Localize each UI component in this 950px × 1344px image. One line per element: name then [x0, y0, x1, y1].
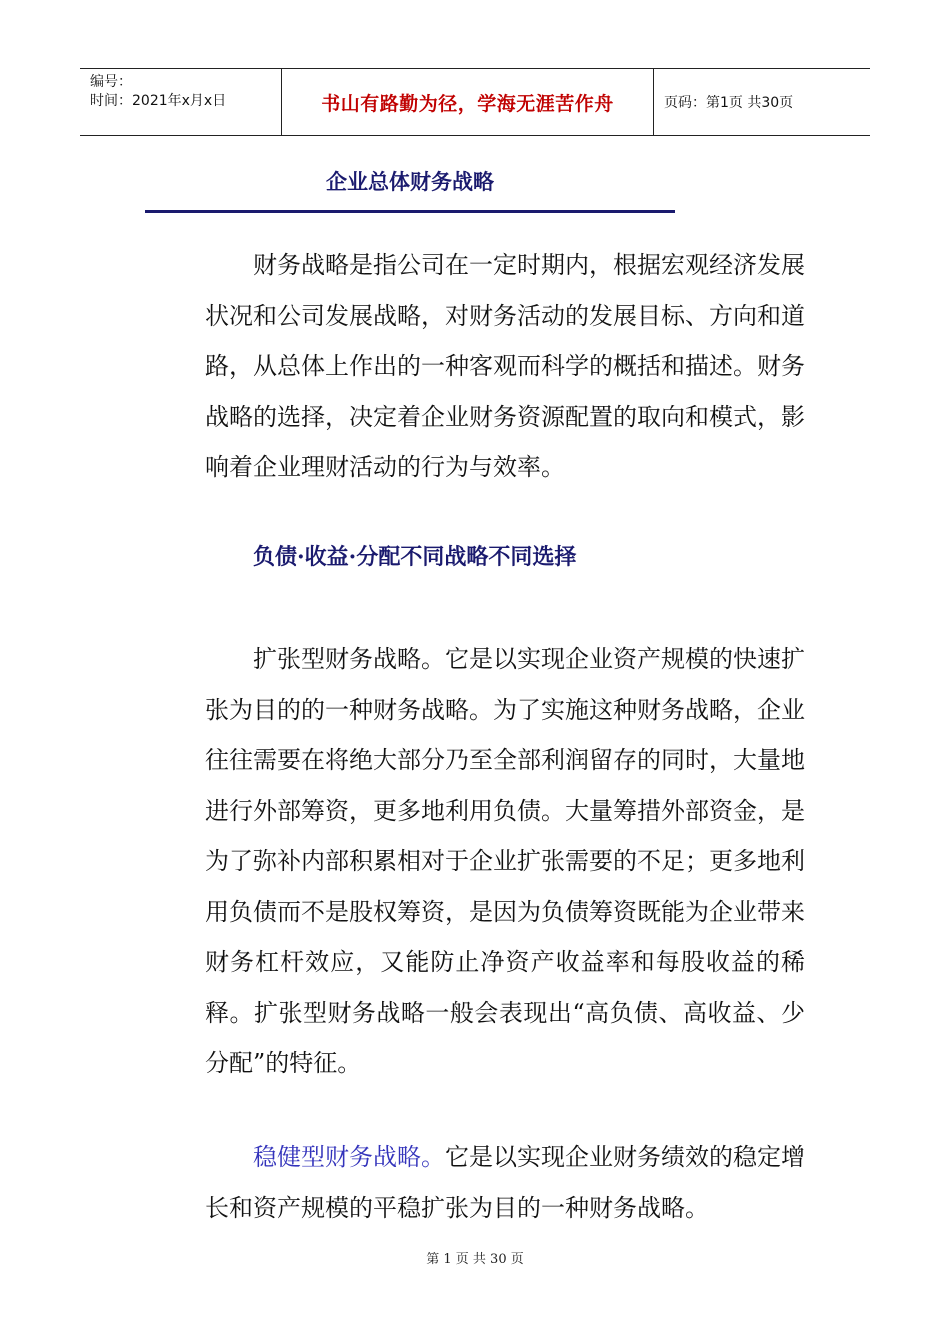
header-meta: [80, 69, 282, 135]
paragraph-expansion: [205, 634, 805, 1089]
header-motto: 书山有路勤为径，学海无涯苦作舟: [282, 69, 654, 135]
header-page-info: 页码：第1页 共30页: [664, 95, 794, 111]
document-header: [80, 68, 870, 136]
paragraph-steady: [205, 1132, 805, 1233]
paragraph-intro-text: 财务战略是指公司在一定时期内，根据宏观经济发展状况和公司发展战略，对财务活动的发展目标、方向和道路，从总体上作出的一种客观而科学的概括和描述。财务战略的选择，决定着企业财务资源配置的取向和模式，影响着企业理财活动的行为与效率。: [205, 251, 805, 481]
paragraph-expansion-text: 扩张型财务战略。它是以实现企业资产规模的快速扩张为目的的一种财务战略。为了实施这种财务战略，企业往往需要在将绝大部分乃至全部利润留存的同时，大量地进行外部筹资，更多地利用负债。大量筹措外部资金，是为了弥补内部积累相对于企业扩张需要的不足；更多地利用负债而不是股权筹资，是因为负债筹资既能为企业带来财务杠杆效应，又能防止净资产收益率和每股收益的稀释。扩张型财务战略一般会表现出“高负债、高收益、少分配”的特征。: [205, 645, 805, 1077]
header-code-label: 编号：: [90, 74, 132, 90]
paragraph-intro: [205, 240, 805, 493]
paragraph-steady-text: 它是以实现企业财务绩效的稳定增长和资产规模的平稳扩张为目的一种财务战略。: [205, 1143, 805, 1222]
header-time-label: 时间：2021年x月x日: [90, 93, 227, 109]
page-footer: 第 1 页 共 30 页: [426, 1252, 524, 1267]
section-subheading: 负债·收益·分配不同战略不同选择: [253, 544, 577, 570]
document-title: 企业总体财务战略: [145, 166, 675, 213]
paragraph-steady-lead: 稳健型财务战略。: [253, 1143, 445, 1171]
